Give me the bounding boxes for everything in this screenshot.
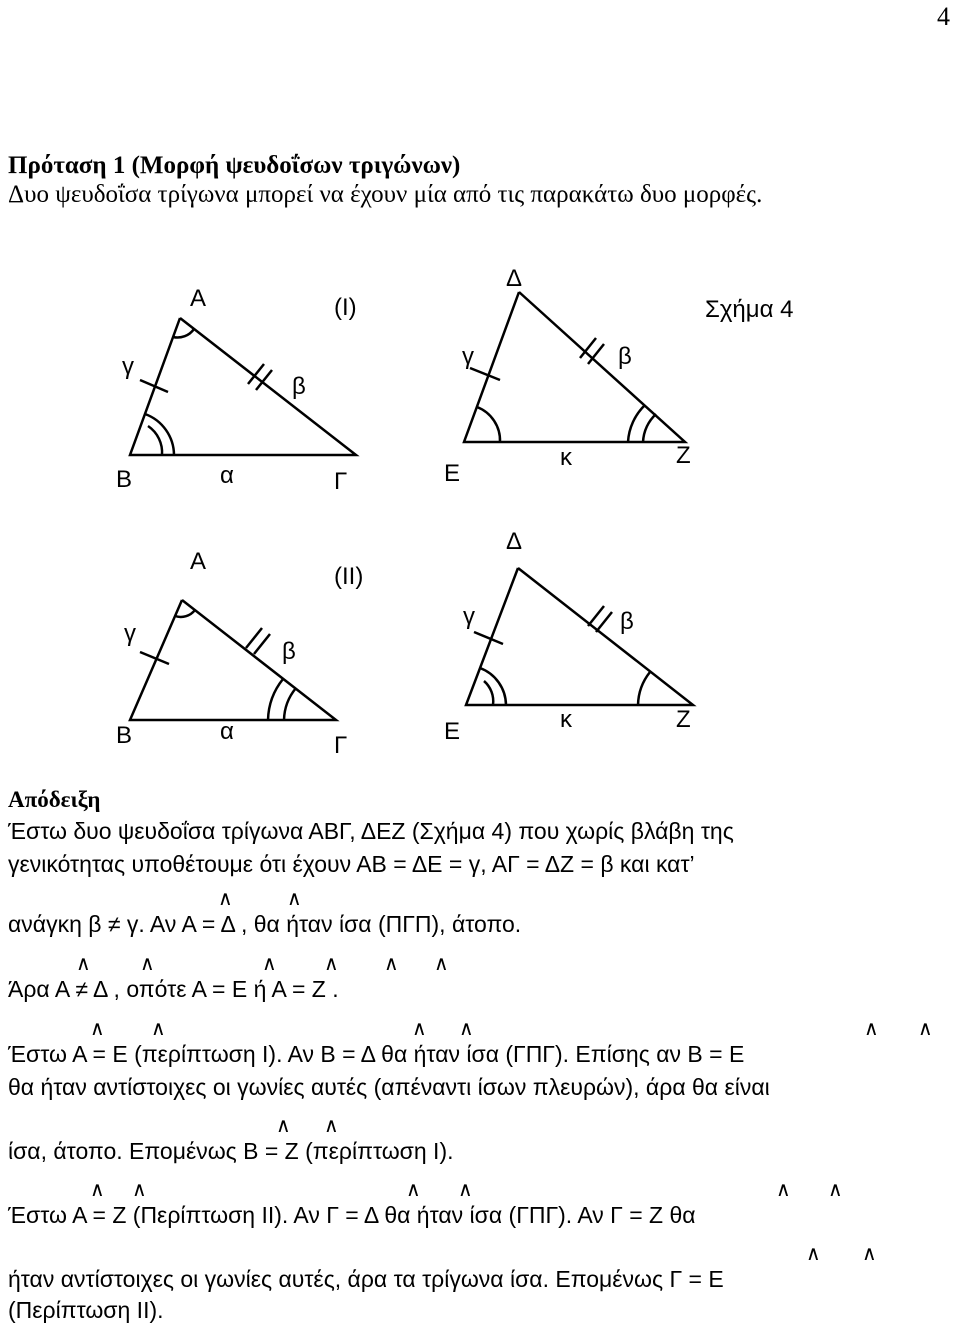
vertex-label-e: Ε (444, 718, 461, 745)
angle-hat-mark: ∧ (412, 1016, 427, 1040)
tick-gamma (470, 368, 500, 380)
angle-g-arc-2 (284, 688, 296, 720)
angle-hat-mark: ∧ (90, 1177, 105, 1201)
vertex-label-z: Ζ (676, 442, 691, 469)
vertex-label-b: Β (116, 722, 133, 749)
case-label: (Ι) (334, 294, 357, 321)
angle-hat-mark: ∧ (458, 1177, 473, 1201)
side-label-kappa: κ (560, 706, 572, 733)
angle-hat-mark: ∧ (406, 1177, 421, 1201)
angle-hat-mark: ∧ (459, 1016, 474, 1040)
angle-e-arc (477, 407, 500, 442)
angle-hat-mark: ∧ (828, 1177, 843, 1201)
proof-line: ήταν αντίστοιχες οι γωνίες αυτές, άρα τα τρίγωνα ίσα. Επομένως Γ = Ε (8, 1266, 724, 1292)
proof-line: Άρα Α ≠ Δ , οπότε Α = Ε ή Α = Ζ . (8, 976, 339, 1002)
triangle-abg-1 (130, 318, 356, 455)
angle-hat-mark: ∧ (776, 1177, 791, 1201)
angle-hat-mark: ∧ (918, 1016, 933, 1040)
proof-line: Έστω δυο ψευδοΐσα τρίγωνα ΑΒΓ, ΔΕΖ (Σχήμα 4) που χωρίς βλάβη της (8, 818, 734, 844)
angle-e-arc-2 (484, 681, 493, 705)
side-label-alpha: α (220, 718, 234, 745)
side-label-gamma: γ (124, 620, 136, 647)
angle-hat-mark: ∧ (434, 951, 449, 975)
angle-hat-mark: ∧ (132, 1177, 147, 1201)
angle-hat-mark: ∧ (324, 951, 339, 975)
page-number: 4 (937, 2, 950, 31)
proof-line: ίσα, άτοπο. Επομένως Β = Ζ (περίπτωση Ι). (8, 1138, 454, 1164)
vertex-label-b: Β (116, 466, 133, 493)
side-label-gamma: γ (463, 603, 475, 630)
side-label-gamma: γ (462, 343, 474, 370)
proof-line: Έστω Α = Ε (περίπτωση Ι). Αν Β = Δ θα ήταν ίσα (ΓΠΓ). Επίσης αν Β = Ε (8, 1041, 745, 1067)
intro-text: Δυο ψευδοΐσα τρίγωνα μπορεί να έχουν μία από τις παρακάτω δυο μορφές. (8, 181, 763, 208)
angle-hat-mark: ∧ (384, 951, 399, 975)
vertex-label-a: Α (190, 285, 207, 312)
vertex-label-d: Δ (506, 528, 523, 555)
figure-caption: Σχήμα 4 (705, 296, 794, 323)
vertex-label-d: Δ (506, 265, 523, 292)
angle-hat-mark: ∧ (151, 1016, 166, 1040)
angle-hat-mark: ∧ (276, 1113, 291, 1137)
proof-line: γενικότητας υποθέτουμε ότι έχουν ΑΒ = ΔΕ = γ, ΑΓ = ΔΖ = β και κατ’ (8, 851, 695, 877)
angle-b-arc-2 (148, 426, 162, 455)
side-label-beta: β (618, 343, 632, 370)
angle-g-arc-1 (268, 679, 283, 720)
angle-hat-mark: ∧ (862, 1241, 877, 1265)
side-label-alpha: α (220, 462, 234, 489)
proof-line: ανάγκη β ≠ γ. Αν Α = Δ , θα ήταν ίσα (ΠΓΠ), άτοπο. (8, 911, 522, 937)
vertex-label-g: Γ (334, 468, 348, 495)
angle-hat-mark: ∧ (262, 951, 277, 975)
side-label-gamma: γ (122, 353, 134, 380)
angle-hat-mark: ∧ (864, 1016, 879, 1040)
angle-b-arc-1 (145, 414, 174, 455)
side-label-kappa: κ (560, 444, 572, 471)
case-label: (ΙΙ) (334, 563, 364, 590)
angle-hat-mark: ∧ (324, 1113, 339, 1137)
angle-hat-mark: ∧ (140, 951, 155, 975)
side-label-beta: β (620, 608, 634, 635)
angle-hat-mark: ∧ (218, 886, 233, 910)
angle-hat-mark: ∧ (287, 886, 302, 910)
angle-hat-mark: ∧ (806, 1241, 821, 1265)
proof-line: θα ήταν αντίστοιχες οι γωνίες αυτές (απέναντι ίσων πλευρών), άρα θα είναι (8, 1074, 770, 1100)
proof-heading: Απόδειξη (8, 787, 101, 812)
vertex-label-g: Γ (334, 732, 348, 759)
side-label-beta: β (292, 373, 306, 400)
angle-z-arc (638, 672, 650, 705)
side-label-beta: β (282, 638, 296, 665)
vertex-label-z: Ζ (676, 706, 691, 733)
angle-hat-mark: ∧ (76, 951, 91, 975)
vertex-label-e: Ε (444, 460, 461, 487)
vertex-label-a: Α (190, 548, 207, 575)
proposition-title: Πρόταση 1 (Μορφή ψευδοΐσων τριγώνων) (8, 152, 461, 179)
angle-hat-mark: ∧ (90, 1016, 105, 1040)
proof-line: (Περίπτωση ΙΙ). (8, 1297, 164, 1323)
proof-line: Έστω Α = Ζ (Περίπτωση ΙΙ). Αν Γ = Δ θα ήταν ίσα (ΓΠΓ). Αν Γ = Ζ θα (8, 1202, 696, 1228)
angle-z-arc-2 (643, 414, 656, 442)
